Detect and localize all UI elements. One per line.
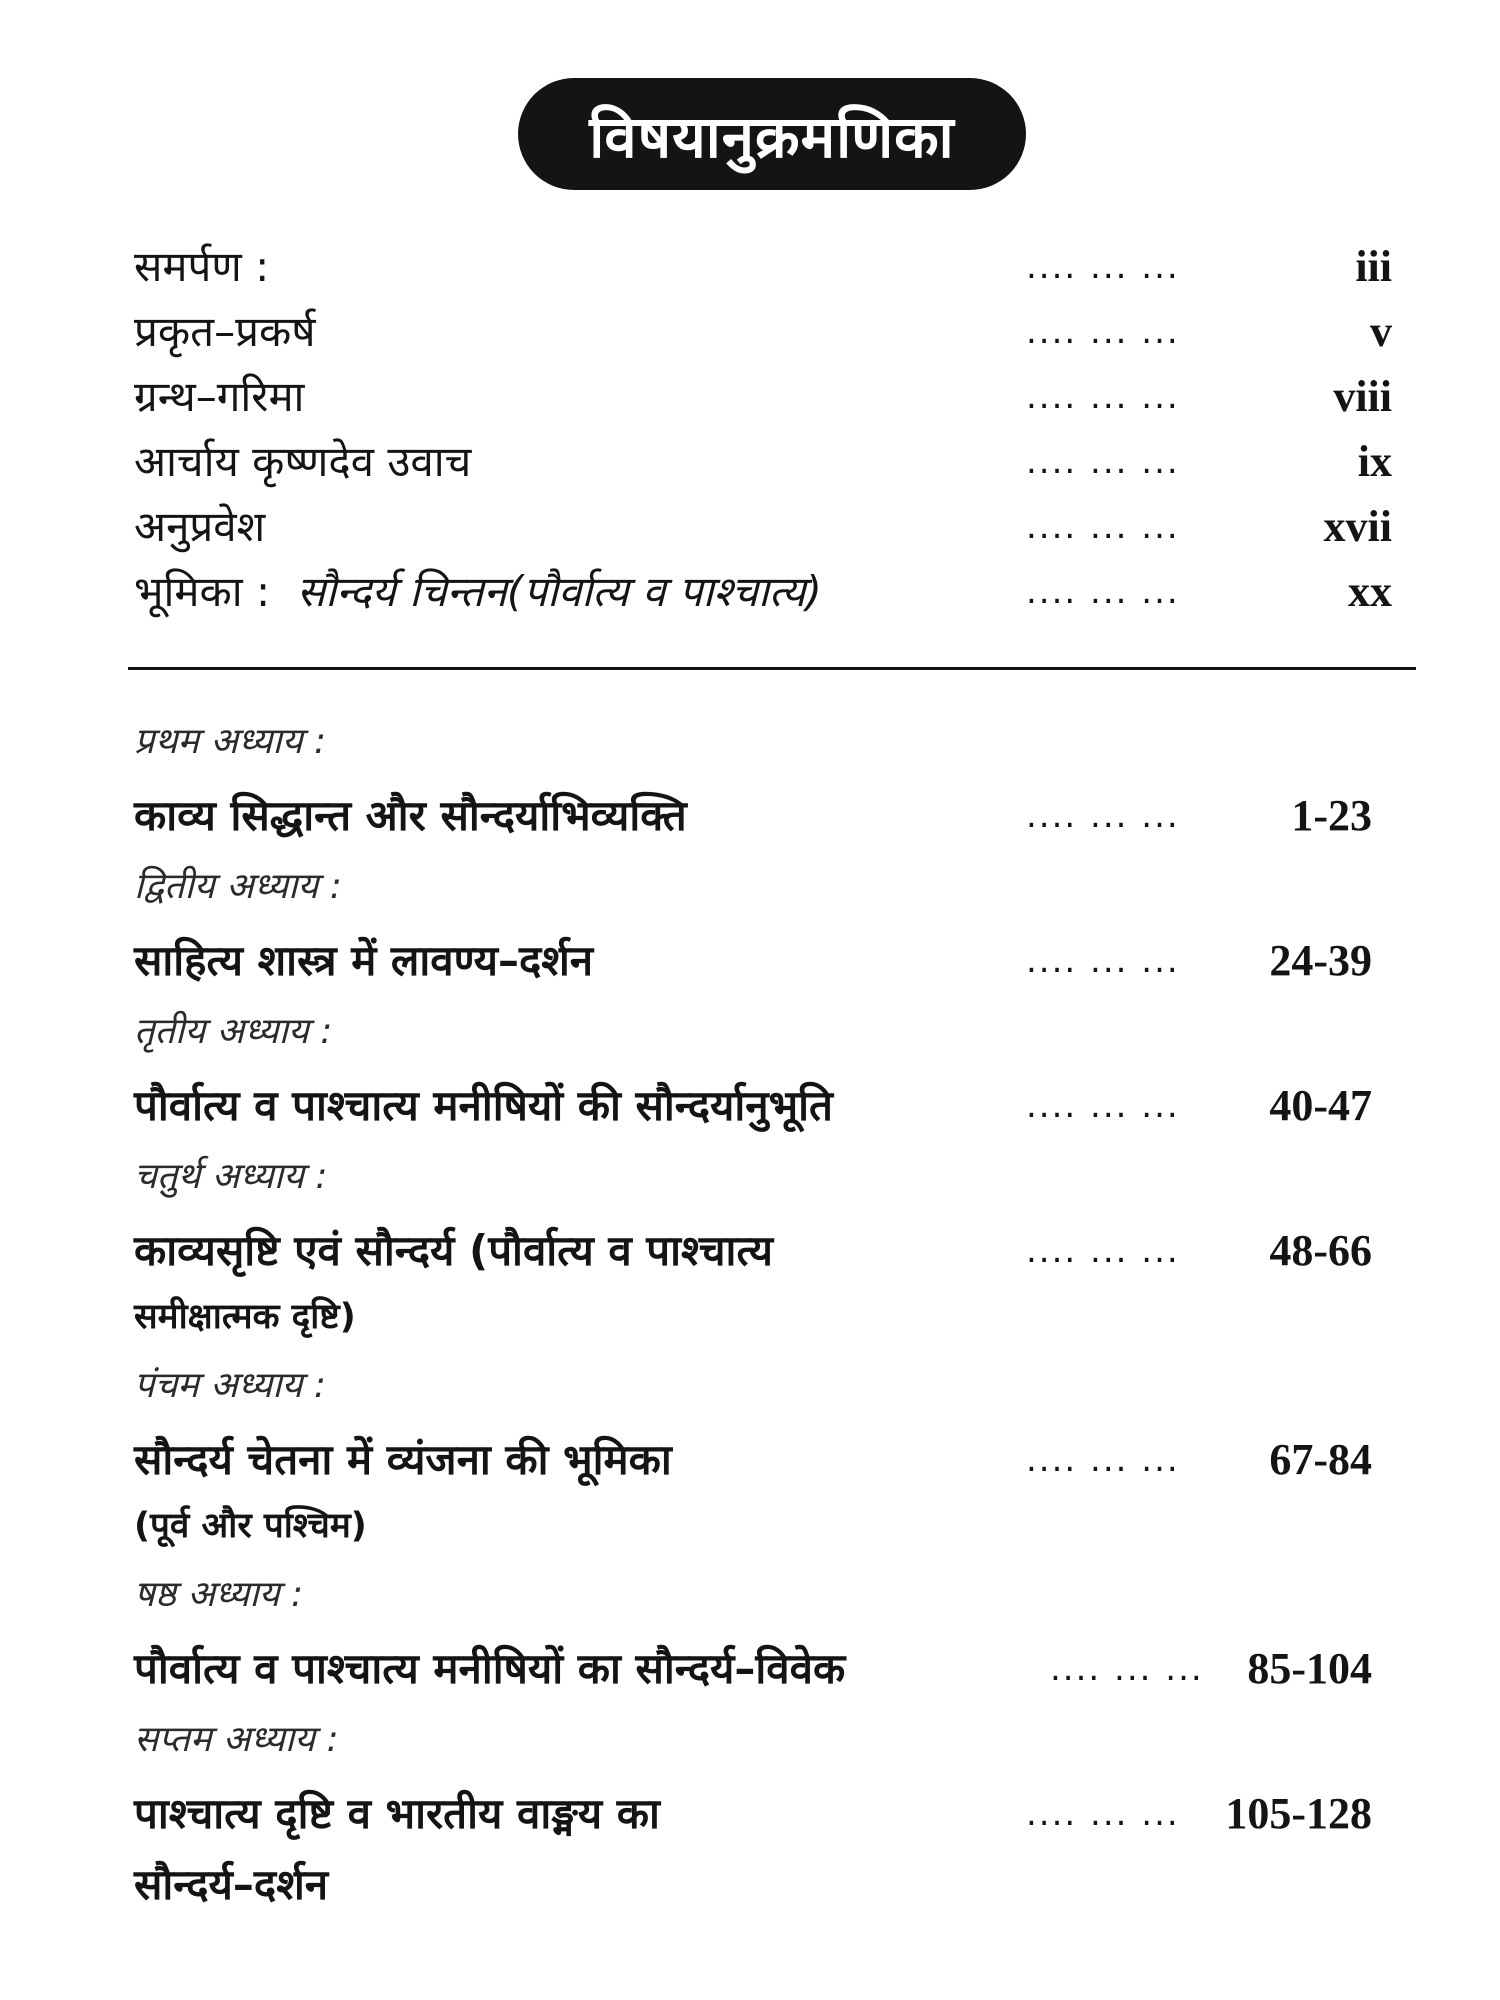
chapter-label: चतुर्थ अध्याय : bbox=[134, 1156, 328, 1197]
toc-page-number: 85-104 bbox=[1247, 1644, 1372, 1693]
chapter-title-continuation: सौन्दर्य–दर्शन bbox=[134, 1860, 329, 1909]
leader-dots: .... ... ... bbox=[1026, 507, 1180, 547]
chapter-title-continuation: (पूर्व और पश्चिम) bbox=[134, 1506, 367, 1546]
toc-entry-label: समर्पण : bbox=[134, 242, 270, 291]
toc-entry-subtitle: सौन्दर्य चिन्तन(पौर्वात्य व पाश्चात्य) bbox=[296, 567, 822, 616]
chapter-heading-3 bbox=[0, 997, 1500, 1067]
toc-entry-chapter-7-continuation bbox=[0, 1850, 1500, 1920]
toc-page-number: ix bbox=[1357, 437, 1392, 486]
chapter-label: तृतीय अध्याय : bbox=[134, 1011, 333, 1052]
leader-dots: .... ... ... bbox=[1026, 796, 1180, 836]
leader-dots: .... ... ... bbox=[1050, 1649, 1204, 1689]
chapter-heading-5 bbox=[0, 1351, 1500, 1421]
leader-dots: .... ... ... bbox=[1026, 1231, 1180, 1271]
toc-entry-chapter-5 bbox=[0, 1425, 1500, 1495]
chapter-label: षष्ठ अध्याय : bbox=[134, 1574, 304, 1615]
leader-dots: .... ... ... bbox=[1026, 247, 1180, 287]
chapter-title: पौर्वात्य व पाश्चात्य मनीषियों की सौन्दर्यानुभूति bbox=[134, 1081, 833, 1130]
toc-entry-label: ग्रन्थ–गरिमा bbox=[134, 372, 305, 421]
toc-entry-acharya-krishnadev bbox=[0, 427, 1500, 497]
chapter-label: द्वितीय अध्याय : bbox=[134, 866, 342, 907]
leader-dots: .... ... ... bbox=[1026, 572, 1180, 612]
toc-entry-chapter-3 bbox=[0, 1071, 1500, 1141]
chapter-title-continuation: समीक्षात्मक दृष्टि) bbox=[134, 1297, 356, 1337]
chapter-title: काव्य सिद्धान्त और सौन्दर्याभिव्यक्ति bbox=[134, 791, 687, 840]
leader-dots: .... ... ... bbox=[1026, 442, 1180, 482]
chapter-title: पाश्चात्य दृष्टि व भारतीय वाङ्मय का bbox=[134, 1789, 660, 1838]
toc-entry-chapter-4-continuation bbox=[0, 1282, 1500, 1352]
toc-page-number: v bbox=[1370, 307, 1392, 356]
chapter-heading-7 bbox=[0, 1705, 1500, 1775]
toc-entry-label: अनुप्रवेश bbox=[134, 502, 266, 551]
leader-dots: .... ... ... bbox=[1026, 1794, 1180, 1834]
chapter-heading-4 bbox=[0, 1142, 1500, 1212]
toc-entry-chapter-6 bbox=[0, 1634, 1500, 1704]
toc-entry-label: प्रकृत–प्रकर्ष bbox=[134, 307, 316, 356]
toc-page-number: 105-128 bbox=[1225, 1789, 1372, 1838]
toc-entry-chapter-1 bbox=[0, 781, 1500, 851]
toc-page-number: viii bbox=[1333, 372, 1392, 421]
chapter-title: काव्यसृष्टि एवं सौन्दर्य (पौर्वात्य व पाश्चात्य bbox=[134, 1226, 773, 1275]
chapter-label: सप्तम अध्याय : bbox=[134, 1719, 339, 1760]
toc-entry-samarpan bbox=[0, 232, 1500, 302]
leader-dots: .... ... ... bbox=[1026, 377, 1180, 417]
toc-entry-chapter-4 bbox=[0, 1216, 1500, 1286]
chapter-heading-6 bbox=[0, 1560, 1500, 1630]
toc-entry-prakrit-prakarsh bbox=[0, 297, 1500, 367]
leader-dots: .... ... ... bbox=[1026, 312, 1180, 352]
toc-page-number: iii bbox=[1355, 242, 1392, 291]
section-divider bbox=[128, 667, 1416, 670]
chapter-label: पंचम अध्याय : bbox=[134, 1365, 326, 1406]
toc-page-number: xx bbox=[1348, 567, 1392, 616]
toc-entry-granth-garima bbox=[0, 362, 1500, 432]
toc-page-number: 48-66 bbox=[1269, 1226, 1372, 1275]
chapter-title: साहित्य शास्त्र में लावण्य–दर्शन bbox=[134, 936, 594, 985]
chapter-title: पौर्वात्य व पाश्चात्य मनीषियों का सौन्दर्य–विवेक bbox=[134, 1644, 846, 1693]
toc-page-number: xvii bbox=[1323, 502, 1392, 551]
contents-title: विषयानुक्रमणिका bbox=[518, 78, 1026, 190]
leader-dots: .... ... ... bbox=[1026, 1086, 1180, 1126]
toc-entry-chapter-5-continuation bbox=[0, 1491, 1500, 1561]
leader-dots: .... ... ... bbox=[1026, 941, 1180, 981]
leader-dots: .... ... ... bbox=[1026, 1440, 1180, 1480]
chapter-label: प्रथम अध्याय : bbox=[134, 721, 327, 762]
toc-entry-label bbox=[134, 557, 822, 627]
toc-entry-label: आर्चाय कृष्णदेव उवाच bbox=[134, 437, 472, 486]
toc-entry-bhumika bbox=[0, 557, 1500, 627]
chapter-title: सौन्दर्य चेतना में व्यंजना की भूमिका bbox=[134, 1435, 672, 1484]
toc-entry-chapter-7 bbox=[0, 1779, 1500, 1849]
toc-page-number: 40-47 bbox=[1269, 1081, 1372, 1130]
chapter-heading-1 bbox=[0, 707, 1500, 777]
toc-page-number: 24-39 bbox=[1269, 936, 1372, 985]
toc-entry-label-main: भूमिका : bbox=[134, 567, 271, 616]
toc-entry-anupravesh bbox=[0, 492, 1500, 562]
chapter-heading-2 bbox=[0, 852, 1500, 922]
toc-page-number: 67-84 bbox=[1269, 1435, 1372, 1484]
toc-page-number: 1-23 bbox=[1291, 791, 1372, 840]
toc-entry-chapter-2 bbox=[0, 926, 1500, 996]
